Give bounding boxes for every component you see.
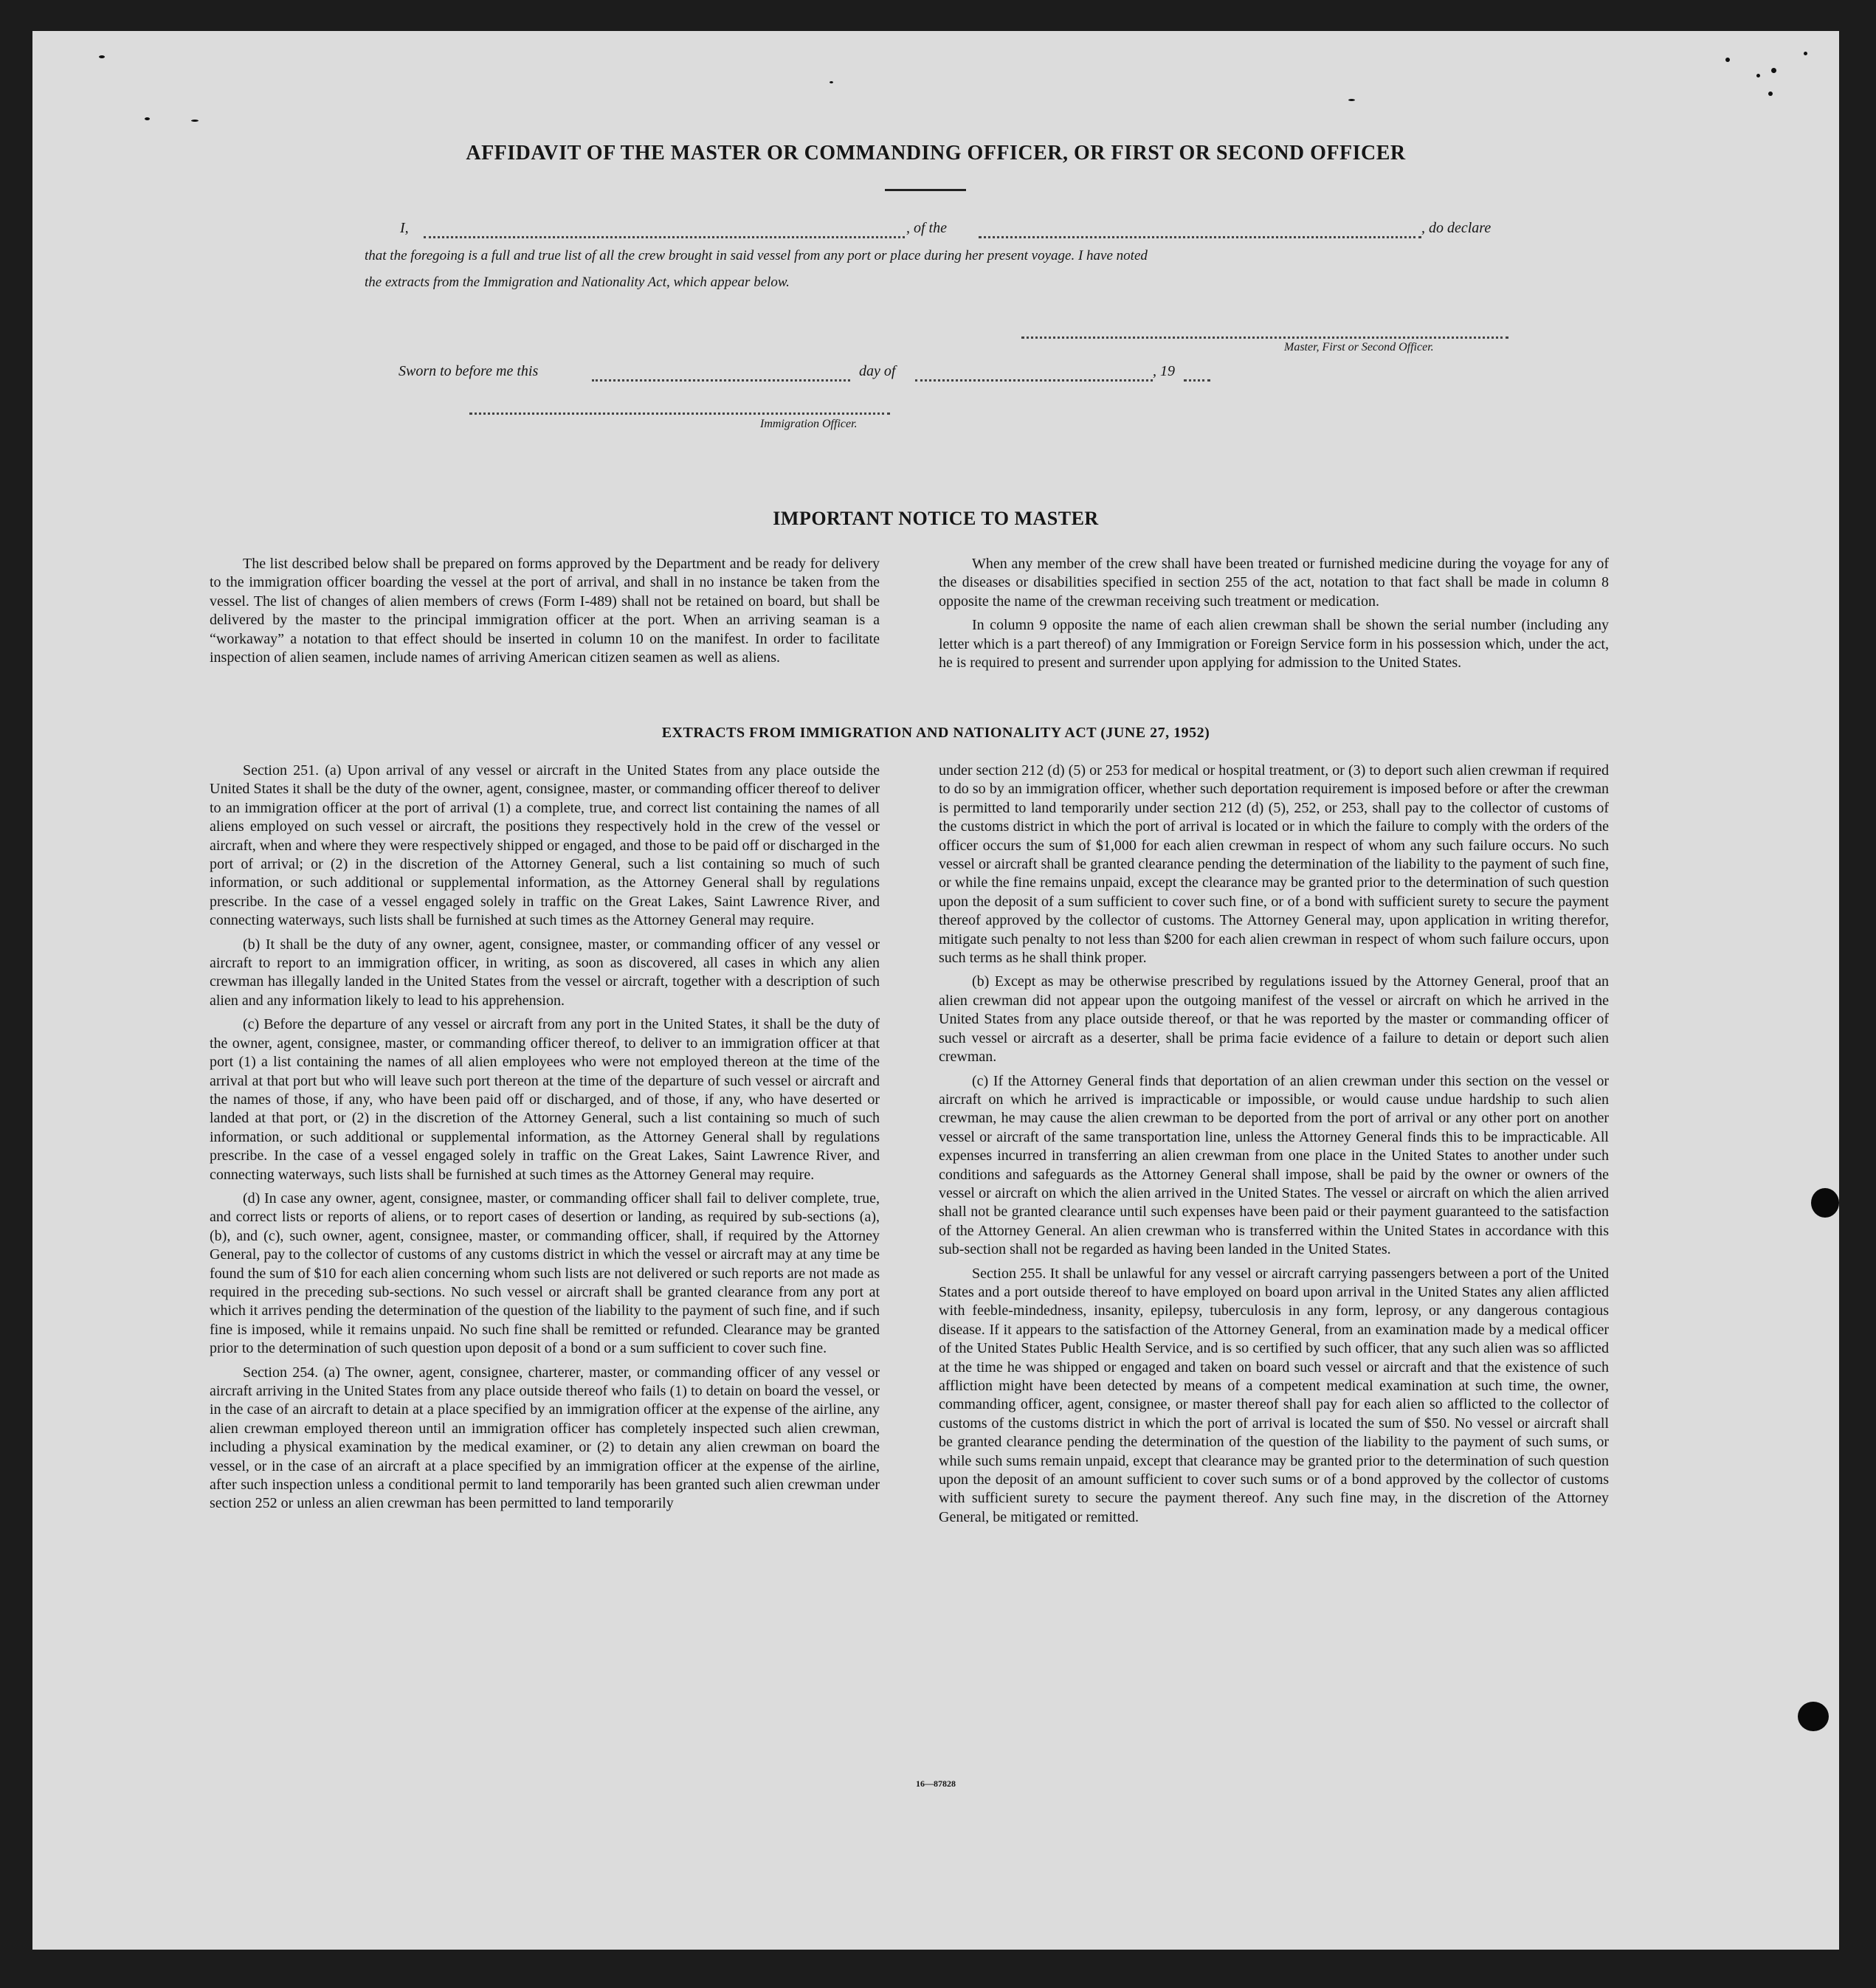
notice-paragraph: In column 9 opposite the name of each alien crewman shall be shown the serial number (including any letter which is a part thereof) of any Immigration or Foreign Service form in his possession which, under the act, he is required to present and surrender upon applying for admission to the United States.: [939, 617, 1609, 672]
declaration-line-2: that the foregoing is a full and true list of all the crew brought in said vessel from any port or place during her present voyage. I have noted: [365, 248, 1148, 263]
sworn-day-field[interactable]: [592, 379, 850, 382]
form-page: [32, 31, 1839, 1950]
immigration-officer-caption: Immigration Officer.: [760, 418, 858, 430]
extracts-title: EXTRACTS FROM IMMIGRATION AND NATIONALITY ACT (JUNE 27, 1952): [661, 725, 1210, 741]
extract-paragraph: (b) Except as may be otherwise prescribed by regulations issued by the Attorney General, proof that an alien crewman did not appear upon the outgoing manifest of the vessel or aircraft on which he arrived in the United States from any place outside thereof, or that he was reported by the master or commanding officer of such vessel or aircraft as a deserter, shall be prima facie evidence of a failure to detain or deport such alien crewman.: [939, 973, 1609, 1066]
day-of-label: day of: [859, 363, 896, 379]
declaration-i: I,: [400, 220, 409, 236]
extract-paragraph: Section 251. (a) Upon arrival of any vessel or aircraft in the United States from any place outside the United States it shall be the duty of the owner, agent, consignee, master, or commanding officer thereof to deliver to an immigration officer at the port of arrival (1) a complete, true, and correct list containing the names of all aliens employed on such vessel or aircraft, the positions they respectively hold in the crew of the vessel or aircraft, when and where they were respectively shipped or engaged, and those to be paid off or discharged in the port of arrival; or (2) in the discretion of the Attorney General, such a list containing so much of such information, or such additional or supplemental information, as the Attorney General shall by regulations prescribe. In the case of a vessel engaged solely in traffic on the Great Lakes, Saint Lawrence River, and connecting waterways, such lists shall be furnished at such times as the Attorney General may require.: [210, 762, 880, 929]
punch-hole-mark: [1798, 1702, 1829, 1731]
scan-speck: [1768, 92, 1773, 96]
notice-title: IMPORTANT NOTICE TO MASTER: [773, 508, 1099, 529]
affidavit-title: AFFIDAVIT OF THE MASTER OR COMMANDING OFFICER, OR FIRST OR SECOND OFFICER: [466, 142, 1406, 165]
immigration-officer-signature-field[interactable]: [469, 413, 890, 415]
scan-speck: [830, 81, 833, 83]
scan-speck: [191, 120, 199, 122]
scan-speck: [1348, 99, 1355, 101]
scan-speck: [1804, 52, 1807, 55]
extract-paragraph: (d) In case any owner, agent, consignee, master, or commanding officer shall fail to deliver complete, true, and correct lists or reports of aliens, or to report cases of desertion or landing, as required by sub-sections (a), (b), and (c), such owner, agent, consignee, master, or commanding officer, shall, if required by the Attorney General, pay to the collector of customs of any customs district in which the vessel or aircraft may at any time be found the sum of $10 for each alien concerning whom such lists are not delivered or such reports are not made as required in the preceding sub-sections. No such vessel or aircraft shall be granted clearance from any port at which it arrives pending the determination of the question of the liability to the payment of such fine, and if such fine is imposed, while it remains unpaid. No such fine shall be remitted or refunded. Clearance may be granted prior to the determination of such question upon deposit of a bond or a sum sufficient to cover such fine.: [210, 1190, 880, 1357]
extract-paragraph: Section 255. It shall be unlawful for any vessel or aircraft carrying passengers between a port of the United States and a port outside thereof to have employed on board upon arrival in the United States any alien afflicted with feeble-mindedness, insanity, epilepsy, tuberculosis in any form, leprosy, or any dangerous contagious disease. If it appears to the satisfaction of the Attorney General, from an examination made by a medical officer of the United States Public Health Service, and is so certified by such officer, that any such alien was so afflicted at the time he was shipped or engaged and taken on board such vessel or aircraft and that the existence of such affliction might have been detected by means of a competent medical examination at such time, the owner, commanding officer, agent, consignee, or master thereof shall pay for each alien so afflicted to the collector of customs of the customs district in which the port of arrival is located the sum of $50. No vessel or aircraft shall be granted clearance pending the determination of the question of the liability to the payment of such sums, or while such sums remain unpaid, except that clearance may be granted prior to the determination of such question upon the deposit of an amount sufficient to cover such sums or of a bond approved by the collector of customs with sufficient surety to secure the payment thereof. Any such fine may, in the discretion of the Attorney General, be mitigated or remitted.: [939, 1265, 1609, 1525]
scan-speck: [1725, 58, 1730, 62]
extract-paragraph: (c) Before the departure of any vessel or aircraft from any port in the United States, it shall be the duty of the owner, agent, consignee, master, or commanding officer thereof, to deliver to an immigration officer at that port (1) a list containing the names of all alien employees who were not employed thereon at the time of the arrival at that port but who will leave such port thereon at the time of the departure of such vessel or aircraft and the names of those, if any, who have been paid off or discharged, and of those, if any, who have deserted or landed at that port, or (2) in the discretion of the Attorney General, such a list containing so much of such information, or such additional or supplemental information, as the Attorney General shall by regulations prescribe. In the case of a vessel engaged solely in traffic on the Great Lakes, Saint Lawrence River, and connecting waterways, such lists shall be furnished at such times as the Attorney General may require.: [210, 1016, 880, 1183]
extract-paragraph: (b) It shall be the duty of any owner, agent, consignee, master, or commanding officer of any vessel or aircraft to report to an immigration officer, in writing, as soon as discovered, all cases in which any alien crewman has illegally landed in the United States from the vessel or aircraft, together with a description of such alien and any information likely to lead to his apprehension.: [210, 936, 880, 1009]
sworn-label: Sworn to before me this: [399, 363, 539, 379]
scan-speck: [1771, 68, 1776, 73]
declaration-do-declare: , do declare: [1421, 220, 1492, 236]
master-signature-field[interactable]: [1021, 336, 1508, 339]
declaration-of-the: , of the: [906, 220, 947, 236]
title-divider: [885, 189, 966, 191]
extract-paragraph: Section 254. (a) The owner, agent, consignee, charterer, master, or commanding officer of any vessel or aircraft arriving in the United States from any place outside thereof who fails (1) to detain on board the vessel, or in the case of an aircraft to detain at a place specified by an immigration officer at the expense of the airline, any alien crewman employed thereon until an immigration officer has completely inspected such alien crewman, including a physical examination by the medical examiner, or (2) to detain any alien crewman on board the vessel, or in the case of an aircraft at a place specified by an immigration officer at the expense of the airline, after such inspection unless a conditional permit to land temporarily has been granted such alien crewman under section 252 or unless an alien crewman has been permitted to land temporarily: [210, 1364, 880, 1512]
extract-paragraph: under section 212 (d) (5) or 253 for medical or hospital treatment, or (3) to deport such alien crewman if required to do so by an immigration officer, whether such deportation requirement is imposed before or after the crewman is permitted to land temporarily under section 212 (d) (5), 252, or 253, shall pay to the collector of customs of the customs district in which the port of arrival is located or in which the failure to comply with the orders of the officer occurs the sum of $1,000 for each alien crewman in respect of whom any such failure occurs. No such vessel or aircraft shall be granted clearance pending the determination of the liability to the payment of such fine, or while the fine remains unpaid, except the clearance may be granted prior to the determination of such question upon the deposit of a sum sufficient to cover such fine, or of a bond with sufficient surety to secure the payment thereof approved by the collector of customs. The Attorney General may, upon application in writing therefor, mitigate such penalty to not less than $200 for each alien crewman in respect of whom such failure occurs, upon such terms as he shall think proper.: [939, 762, 1609, 967]
notice-paragraph: When any member of the crew shall have been treated or furnished medicine during the voyage for any of the diseases or disabilities specified in section 255 of the act, notation to that fact shall be made in column 8 opposite the name of the crewman receiving such treatment or medication.: [939, 556, 1609, 610]
declaration-line-3: the extracts from the Immigration and Nationality Act, which appear below.: [365, 275, 790, 290]
extract-paragraph: (c) If the Attorney General finds that deportation of an alien crewman under this section on the vessel or aircraft on which he arrived is impracticable or impossible, or would cause undue hardship to such alien crewman, he may cause the alien crewman to be deported from the port of arrival or any other port on another vessel or aircraft of the same transportation line, unless the Attorney General finds this to be impracticable. All expenses incurred in transferring an alien crewman from one place in the United States to another under such conditions and safeguards as the Attorney General shall impose, shall be paid by the owner or owners of the vessel or aircraft on which the alien arrived in the United States. The vessel or aircraft on which the alien arrived shall not be granted clearance until such expenses have been paid or their payment guaranteed to the satisfaction of the Attorney General. An alien crewman who is transferred within the United States in accordance with this sub-section shall not be regarded as having been landed in the United States.: [939, 1072, 1609, 1258]
scan-speck: [145, 117, 150, 120]
notice-right-column: [939, 555, 1609, 677]
vessel-name-field[interactable]: [979, 236, 1421, 238]
scan-speck: [99, 55, 105, 58]
extracts-left-column: [210, 762, 880, 1519]
sworn-month-field[interactable]: [915, 379, 1153, 382]
master-signature-caption: Master, First or Second Officer.: [1284, 341, 1434, 353]
year-prefix-label: , 19: [1153, 363, 1175, 379]
notice-left-column: [210, 555, 880, 672]
declarant-name-field[interactable]: [424, 236, 905, 238]
print-code: 16—87828: [916, 1778, 956, 1789]
scan-speck: [1756, 74, 1760, 77]
notice-paragraph: The list described below shall be prepared on forms approved by the Department and be ready for delivery to the immigration officer boarding the vessel at the port of arrival, and shall in no instance be taken from the vessel. The list of changes of alien members of crews (Form I-489) shall not be retained on board, but shall be delivered by the master to the principal immigration officer at the port. When an arriving seaman is a “workaway” a notation to that effect should be inserted in column 10 on the manifest. In order to facilitate inspection of alien seamen, include names of arriving American citizen seamen as well as aliens.: [210, 556, 880, 666]
extracts-right-column: [939, 762, 1609, 1532]
sworn-year-field[interactable]: [1184, 379, 1210, 382]
punch-hole-mark: [1811, 1188, 1839, 1218]
